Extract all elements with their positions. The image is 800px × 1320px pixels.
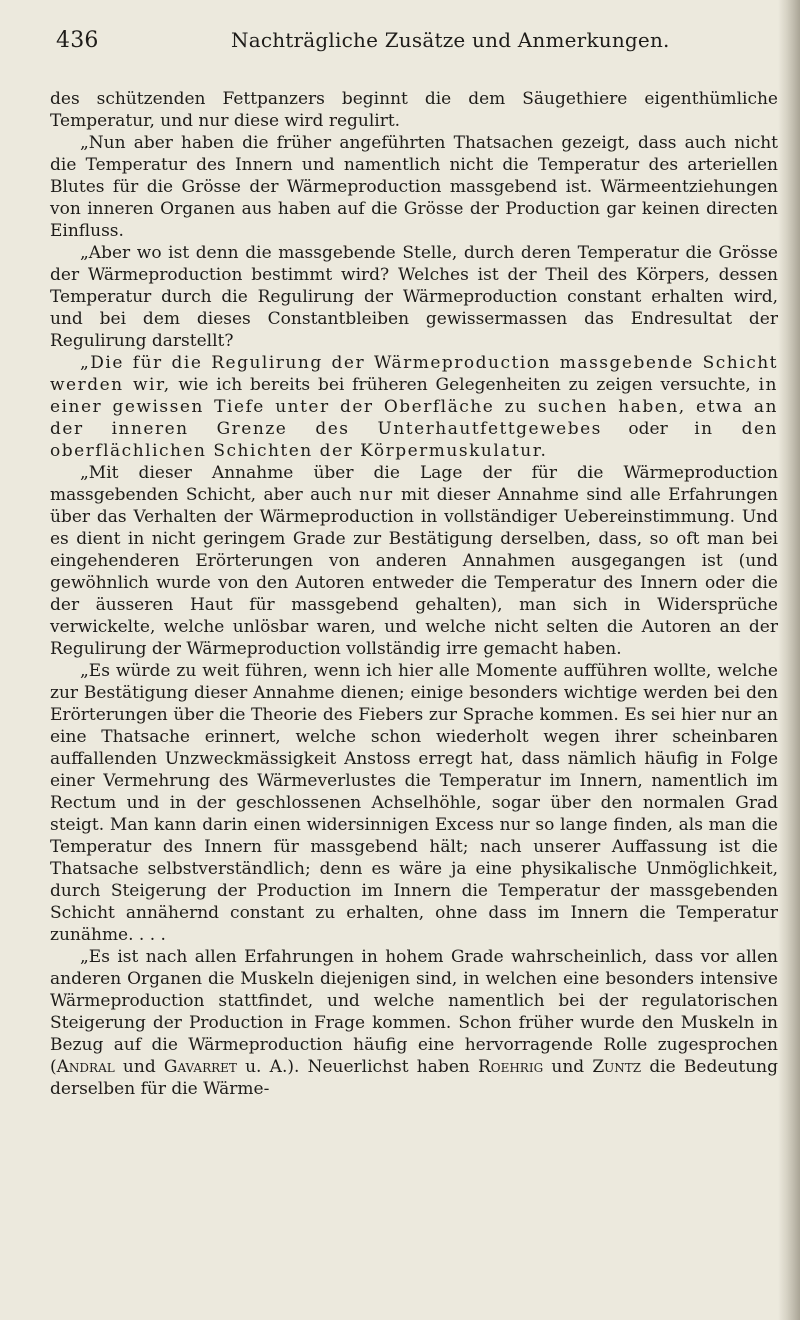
author-name: Gavarret <box>163 1057 237 1077</box>
running-title: Nachträgliche Zusätze und Anmerkungen. <box>231 28 670 52</box>
text-segment: oder <box>601 419 695 439</box>
author-name: Andral <box>56 1057 115 1077</box>
emphasized-text: nur <box>359 485 394 505</box>
book-page <box>50 18 778 1100</box>
paragraph: des schützenden Fettpanzers beginnt die dem Säugethiere eigenthümliche Temperatur, und nur diese wird regulirt. <box>50 89 778 131</box>
page-edge-shadow <box>778 0 800 1320</box>
author-name: Zuntz <box>592 1057 642 1077</box>
paragraph: „Es würde zu weit führen, wenn ich hier alle Momente aufführen wollte, welche zur Bestätigung dieser Annahme dienen; einige besonders wichtige werden bei den Erörterungen über die Theorie des Fiebers zur Sprache kommen. Es sei hier nur an eine Thatsache erinnert, welche schon wiederholt wegen ihrer scheinbaren auffallenden Unzweckmässigkeit Anstoss erregt hat, dass nämlich häufig in Folge einer Vermehrung des Wärmeverlustes die Temperatur im Innern, namentlich im Rectum und in der geschlossenen Achselhöhle, sogar über den normalen Grad steigt. Man kann darin einen widersinnigen Excess nur so lange finden, als man die Temperatur des Innern für massgebend hält; nach unserer Auffassung ist die Thatsache selbstverständlich; denn es wäre ja eine physikalische Unmöglichkeit, durch Steigerung der Production im Innern die Temperatur der massgebenden Schicht annähernd constant zu erhalten, ohne dass im Innern die Temperatur zunähme. . . . <box>50 661 778 945</box>
page-header <box>50 18 778 62</box>
text-segment: mit dieser Annahme sind alle Erfahrungen über das Verhalten der Wärmeproduction in vollständiger Uebereinstimmung. Und es dient in nicht geringem Grade zur Bestätigung derselben, dass, so oft man bei eingehenderen Erörterungen von anderen Annahmen ausgegangen ist (und gewöhnlich wurde von den Autoren entweder die Temperatur des Innern oder die der äusseren Haut für massgebend gehalten), man sich in Widersprüche verwickelte, welche unlösbar waren, und welche nicht selten die Autoren an der Regulirung der Wärmeproduction vollständig irre gemacht haben. <box>50 485 779 659</box>
page-number: 436 <box>56 28 99 53</box>
paragraph: „Nun aber haben die früher angeführten Thatsachen gezeigt, dass auch nicht die Temperatur des Innern und namentlich nicht die Temperatur des arteriellen Blutes für die Grösse der Wärmeproduction massgebend ist. Wärmeentziehungen von inneren Organen aus haben auf die Grösse der Production gar keinen directen Einfluss. <box>50 133 778 241</box>
author-name: Roehrig <box>477 1057 544 1077</box>
emphasized-text: in den oberflächlichen Schichten der Körpermuskulatur. <box>50 419 778 461</box>
body-text <box>50 88 778 1100</box>
text-segment: und <box>114 1057 164 1077</box>
emphasized-text: in einer gewissen Tiefe unter der Oberfläche zu suchen haben, etwa an der inneren Grenze des Unterhautfettgewebes <box>50 375 778 439</box>
text-segment: „Es ist nach allen Erfahrungen in hohem Grade wahrscheinlich, dass vor allen anderen Organen die Muskeln diejenigen sind, in welchen eine besonders intensive Wärmeproduction stattfindet, und welche namentlich bei der regulatorischen Steigerung der Production in Frage kommen. Schon früher wurde den Muskeln in Bezug auf die Wärmeproduction häufig eine hervorragende Rolle zugesprochen ( <box>50 947 778 1077</box>
text-segment: „Mit dieser Annahme über die Lage der für die Wärmeproduction massgebenden Schicht, aber auch <box>50 463 778 505</box>
text-segment: die Bedeutung derselben für die Wärme- <box>50 1057 778 1099</box>
text-segment: und <box>543 1057 593 1077</box>
paragraph <box>50 462 778 660</box>
paragraph: „Aber wo ist denn die massgebende Stelle, durch deren Temperatur die Grösse der Wärmeproduction bestimmt wird? Welches ist der Theil des Körpers, dessen Temperatur durch die Regulirung der Wärmeproduction constant erhalten wird, und bei dem dieses Constantbleiben gewissermassen das Endresultat der Regulirung darstellt? <box>50 243 778 351</box>
text-segment: wie ich bereits bei früheren Gelegenheiten zu zeigen versuchte, <box>170 375 759 395</box>
emphasized-text: „Die für die Regulirung der Wärmeproduction massgebende Schicht werden wir, <box>50 353 778 395</box>
paragraph <box>50 352 778 462</box>
text-segment: u. A.). Neuerlichst haben <box>236 1057 478 1077</box>
paragraph <box>50 946 778 1100</box>
